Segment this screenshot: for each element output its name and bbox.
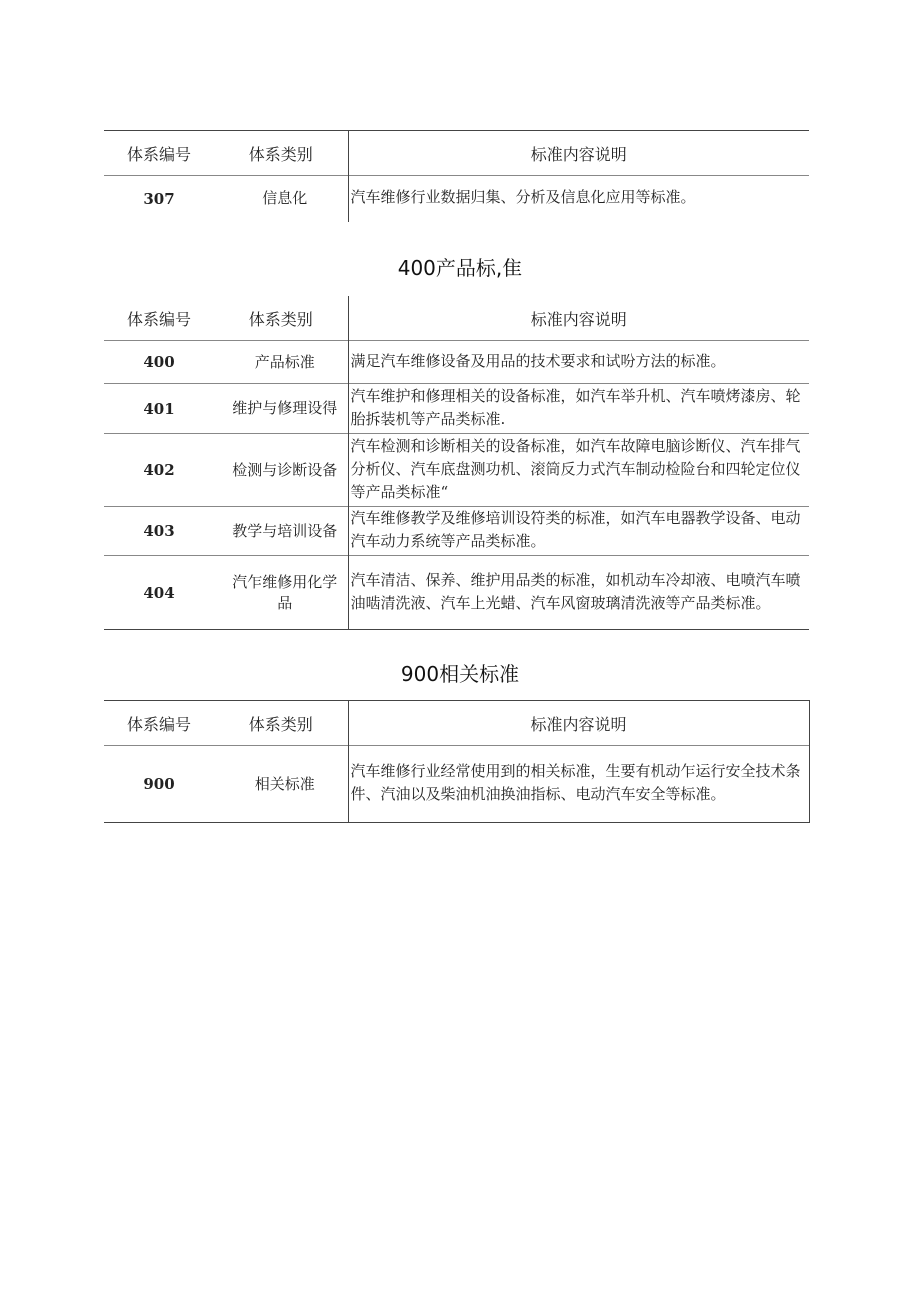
section-title-400: 400产品标,隹 — [397, 256, 523, 280]
row-code: 900 — [143, 775, 175, 793]
row-category: 信息化 — [214, 176, 348, 222]
header-category: 体系类别 — [214, 296, 348, 341]
row-category: 汽乍维修用化学品 — [214, 556, 348, 630]
table-row — [104, 384, 809, 434]
row-category: 产品标准 — [214, 341, 348, 384]
header-code: 体系编号 — [126, 714, 191, 734]
table-row — [104, 341, 809, 384]
table-row — [104, 507, 809, 556]
standards-table-900 — [104, 700, 810, 823]
table-row — [104, 746, 809, 823]
section-title-900: 900相关标准 — [400, 662, 520, 686]
row-category: 检测与诊断设备 — [214, 434, 348, 507]
table-header-row — [104, 131, 809, 176]
header-description: 标准内容说明 — [348, 701, 809, 746]
header-code: 体系编号 — [126, 144, 191, 164]
row-description: 汽车检测和诊断相关的设备标准，如汽车故障电脑诊断仪、汽车排气分析仪、汽车底盘测功机、滚筒反力式汽车制动检险台和四轮定位仪等产品类标准“ — [350, 436, 801, 501]
table-header-row — [104, 701, 809, 746]
table-row — [104, 176, 809, 222]
header-category: 体系类别 — [214, 701, 348, 746]
row-description: 汽车维修行业数据归集、分析及信息化应用等标准。 — [350, 188, 696, 207]
row-code: 404 — [143, 583, 175, 602]
header-description: 标准内容说明 — [530, 144, 627, 164]
row-description: 满足汽车维修设备及用品的技术要求和试吩方法的标准。 — [350, 351, 726, 370]
table-row — [104, 434, 809, 507]
row-code: 307 — [143, 189, 175, 208]
header-description: 标准内容说明 — [530, 309, 627, 329]
row-description: 汽车维护和修理相关的设备标准，如汽车举升机、汽车喷烤漆房、轮胎拆装机等产品类标准. — [350, 386, 801, 428]
table-900-section — [104, 700, 809, 823]
header-category: 体系类别 — [214, 131, 348, 176]
row-category: 教学与培训设备 — [214, 507, 348, 556]
table-400-section — [104, 296, 809, 630]
row-category: 相关标准 — [214, 746, 348, 823]
row-code: 403 — [143, 522, 175, 540]
standards-table-300 — [104, 130, 809, 222]
standards-table-400 — [104, 296, 809, 630]
row-code: 400 — [143, 353, 175, 371]
row-code: 401 — [143, 399, 175, 418]
row-description: 汽车维修行业经常使用到的相关标准，生要有机动乍运行安全技术条件、汽油以及柴油机油换油指标、电动汽车安全等标准。 — [348, 746, 809, 823]
table-300-section — [104, 130, 809, 222]
row-code: 402 — [143, 461, 175, 479]
header-code: 体系编号 — [126, 309, 191, 329]
row-description: 汽车清洁、保养、维护用品类的标准，如机动车冷却液、电喷汽车喷油啮清洗液、汽车上光蜡、汽车风窗玻璃清洗液等产品类标准。 — [350, 570, 801, 612]
row-description: 汽车维修教学及维修培训设符类的标准，如汽车电器教学设备、电动汽车动力系统等产品类标准。 — [350, 509, 801, 550]
row-category: 维护与修理设得 — [214, 384, 348, 434]
table-row — [104, 556, 809, 630]
table-header-row — [104, 296, 809, 341]
